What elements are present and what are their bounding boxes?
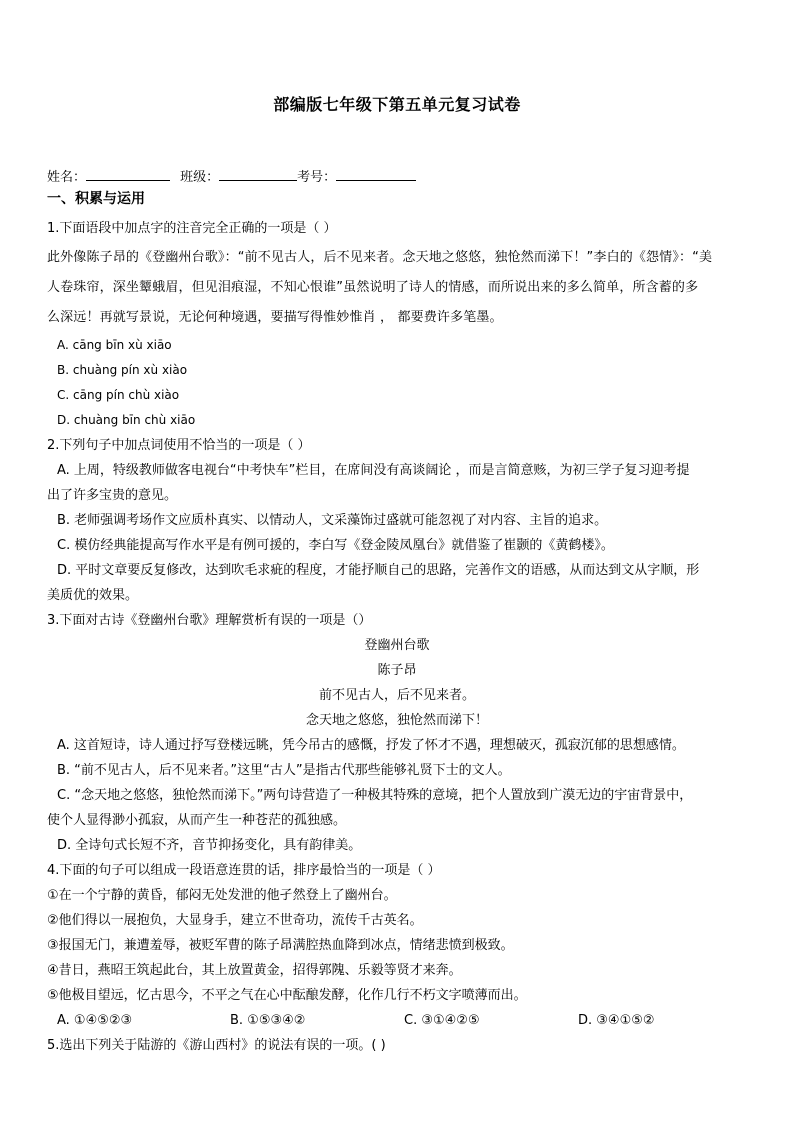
q4-options-row xyxy=(47,1008,747,1033)
poem-line: 前不见古人，后不见来者。 xyxy=(318,688,475,703)
q4-sentence: ②他们得以一展抱负，大显身手，建立不世奇功，流传千古英名。 xyxy=(47,913,423,928)
q2-option-d[interactable]: D. 平时文章要反复修改，达到吹毛求疵的程度，才能抒顺自己的思路，完善作文的语感，从而达到文从字顺，形 xyxy=(57,563,700,578)
q4-option-a[interactable]: A. ①④⑤②③ xyxy=(57,1013,133,1028)
q4-sentence: ①在一个宁静的黄昏，郁闷无处发泄的他孑然登上了幽州台。 xyxy=(47,888,397,903)
q3-option-d[interactable]: D. 全诗句式长短不齐，音节抑扬变化，具有韵律美。 xyxy=(57,838,362,853)
name-label: 姓名： xyxy=(47,170,87,185)
q2-stem: 2.下列句子中加点词使用不恰当的一项是（ ） xyxy=(47,438,311,453)
q2-option-a-cont: 出了许多宝贵的意见。 xyxy=(47,488,178,503)
q4-option-d[interactable]: D. ③④①⑤② xyxy=(578,1013,655,1028)
page-title: 部编版七年级下第五单元复习试卷 xyxy=(273,95,521,114)
questions-body xyxy=(47,216,747,1058)
q3-option-b[interactable]: B. “前不见古人，后不见来者。”这里“古人”是指古代那些能够礼贤下士的文人。 xyxy=(57,763,511,778)
q4-option-b[interactable]: B. ①⑤③④② xyxy=(230,1013,306,1028)
q3-option-a[interactable]: A. 这首短诗，诗人通过抒写登楼远眺，凭今吊古的感慨，抒发了怀才不遇，理想破灭，孤寂沉郁的思想感情。 xyxy=(57,738,685,753)
q4-stem: 4.下面的句子可以组成一段语意连贯的话，排序最恰当的一项是（ ） xyxy=(47,863,441,878)
q1-stem: 1.下面语段中加点字的注音完全正确的一项是（ ） xyxy=(47,221,337,236)
poem-title: 登幽州台歌 xyxy=(364,638,430,653)
q1-option-b[interactable]: B. chuàng pín xù xiào xyxy=(57,363,188,377)
name-blank[interactable] xyxy=(86,167,170,181)
q2-option-d-cont: 美质优的效果。 xyxy=(47,588,139,603)
q5-stem: 5.选出下列关于陆游的《游山西村》的说法有误的一项。( ) xyxy=(47,1038,386,1053)
q1-passage-line: 此外像陈子昂的《登幽州台歌》：“前不见古人，后不见来者。念天地之悠悠，独怆然而涕下！”李白的《怨情》：“美 xyxy=(47,250,713,265)
q1-passage-line: 人卷珠帘，深坐颦蛾眉，但见泪痕湿，不知心恨谁”虽然说明了诗人的情感，而所说出来的多么简单，所含蓄的多 xyxy=(47,280,699,295)
class-label: 班级： xyxy=(180,170,220,185)
q3-option-c-cont: 使个人显得渺小孤寂，从而产生一种苍茫的孤独感。 xyxy=(47,813,347,828)
q3-option-c[interactable]: C. “念天地之悠悠，独怆然而涕下。”两句诗营造了一种极其特殊的意境，把个人置放到广漠无边的宇宙背景中， xyxy=(57,788,693,803)
q2-option-b[interactable]: B. 老师强调考场作文应质朴真实、以情动人，文采藻饰过盛就可能忽视了对内容、主旨的追求。 xyxy=(57,513,608,528)
section-heading: 一、积累与运用 xyxy=(47,191,145,207)
poem-line: 念天地之悠悠，独怆然而涕下！ xyxy=(305,713,488,728)
number-label: 考号： xyxy=(297,170,337,185)
q4-sentence: ⑤他极目望远，忆古思今，不平之气在心中酝酿发酵，化作几行不朽文字喷薄而出。 xyxy=(47,988,527,1003)
q4-sentence: ③报国无门，兼遭羞辱，被贬军曹的陈子昂满腔热血降到冰点，情绪悲愤到极致。 xyxy=(47,938,514,953)
q3-stem: 3.下面对古诗《登幽州台歌》理解赏析有误的一项是（） xyxy=(47,613,372,628)
q1-option-d[interactable]: D. chuàng bīn chù xiāo xyxy=(57,413,196,427)
class-blank[interactable] xyxy=(219,167,297,181)
poem-author: 陈子昂 xyxy=(377,663,417,678)
q4-option-c[interactable]: C. ③①④②⑤ xyxy=(404,1013,480,1028)
number-blank[interactable] xyxy=(336,167,416,181)
q1-passage-line: 么深远！再就写景说，无论何种境遇，要描写得惟妙惟肖 ， 都要费许多笔墨。 xyxy=(47,310,503,325)
student-info-row xyxy=(47,166,747,185)
q2-option-c[interactable]: C. 模仿经典能提高写作水平是有例可援的，李白写《登金陵凤凰台》就借鉴了崔颢的《黄鹤楼》。 xyxy=(57,538,614,553)
q2-option-a[interactable]: A. 上周，特级教师做客电视台“中考快车”栏目，在席间没有高谈阔论 ，而是言简意赅，为初三学子复习迎考提 xyxy=(57,463,690,478)
q1-option-c[interactable]: C. cāng pín chù xiào xyxy=(57,388,180,402)
q1-option-a[interactable]: A. cāng bīn xù xiāo xyxy=(57,338,172,352)
q4-sentence: ④昔日，燕昭王筑起此台，其上放置黄金，招得郭隗、乐毅等贤才来奔。 xyxy=(47,963,462,978)
